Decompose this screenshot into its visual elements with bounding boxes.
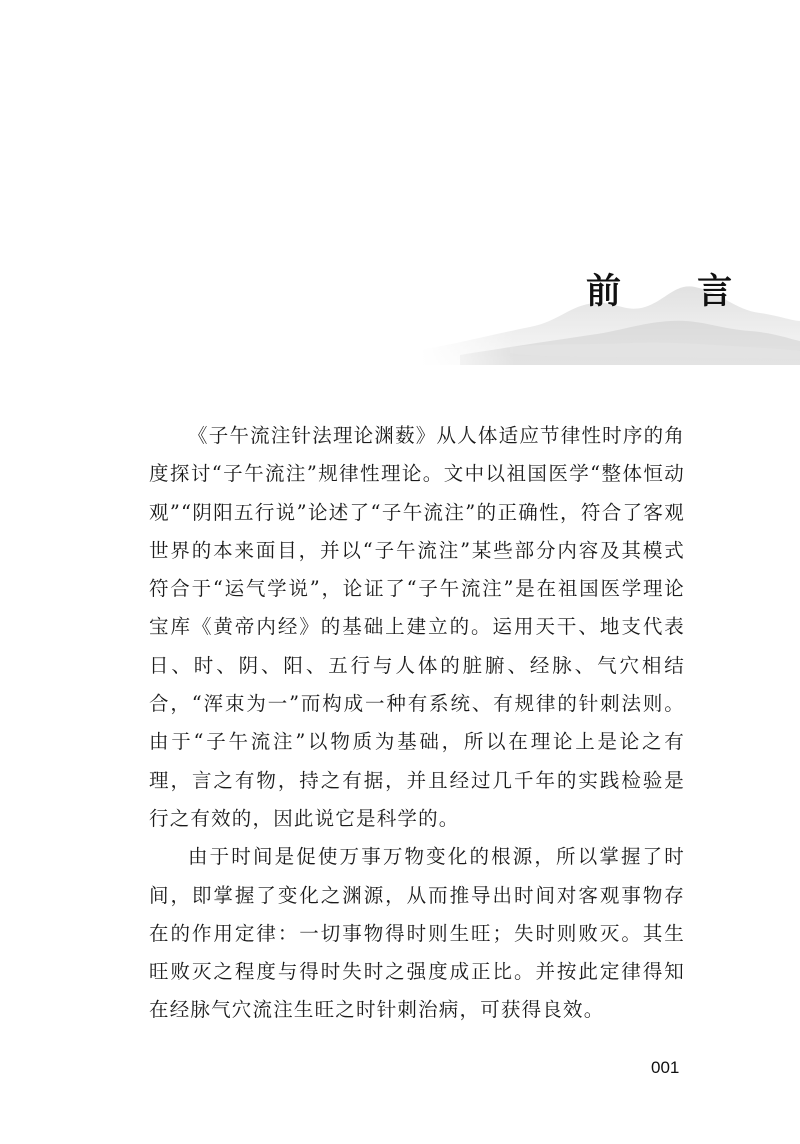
page-number: 001 — [651, 1058, 680, 1077]
paragraph-2: 由于时间是促使万事万物变化的根源，所以掌握了时间，即掌握了变化之渊源，从而推导出时间对客观事物存在的作用定律：一切事物得时则生旺；失时则败灭。其生旺败灭之程度与得时失时之强度成正比。并按此定律得知在经脉气穴流注生旺之时针刺治病，可获得良效。 — [149, 845, 685, 1022]
page-title: 前 言 — [586, 271, 765, 312]
preface-body — [149, 417, 685, 1030]
paragraph-1: 《子午流注针法理论渊薮》从人体适应节律性时序的角度探讨“子午流注”规律性理论。文中以祖国医学“整体恒动观”“阴阳五行说”论述了“子午流注”的正确性，符合了客观世界的本来面目，并以“子午流注”某些部分内容及其模式符合于“运气学说”，论证了“子午流注”是在祖国医学理论宝库《黄帝内经》的基础上建立的。运用天干、地支代表日、时、阴、阳、五行与人体的脏腑、经脉、气穴相结合，“浑束为一”而构成一种有系统、有规律的针刺法则。由于“子午流注”以物质为基础，所以在理论上是论之有理，言之有物，持之有据，并且经过几千年的实践检验是行之有效的，因此说它是科学的。 — [149, 424, 685, 830]
